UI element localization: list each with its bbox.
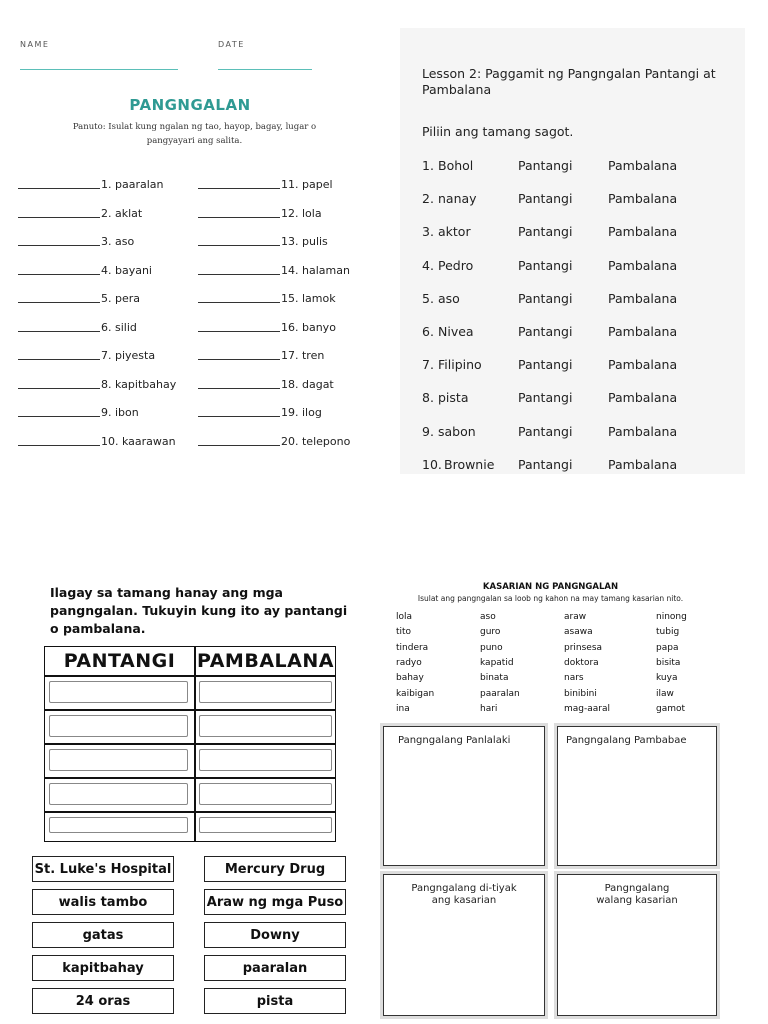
word-bank-item: hari: [480, 703, 498, 714]
item-number: 1.: [422, 158, 434, 173]
list-item: [198, 264, 350, 277]
answer-blank[interactable]: [198, 359, 280, 360]
option-pantangi[interactable]: Pantangi: [518, 390, 573, 406]
word-bank-item: binibini: [564, 688, 597, 699]
worksheet-instruction: [52, 120, 337, 148]
lesson-title: [422, 66, 716, 98]
pantangi-answer-cell[interactable]: [49, 681, 188, 703]
list-item: [18, 292, 140, 305]
option-pambalana[interactable]: Pambalana: [608, 158, 678, 173]
word-card[interactable]: St. Luke's Hospital: [32, 856, 174, 882]
lesson-title-line-1: Lesson 2: Paggamit ng Pangngalan Pantangi at: [422, 66, 716, 81]
sorting-table: [44, 646, 336, 842]
list-item: [198, 207, 322, 220]
option-pantangi[interactable]: Pantangi: [518, 290, 573, 306]
option-pantangi[interactable]: Pantangi: [518, 357, 573, 373]
item-label: 20. telepono: [281, 434, 351, 448]
option-pantangi[interactable]: Pantangi: [518, 224, 573, 240]
word-card[interactable]: paaralan: [204, 955, 346, 981]
item-label: 4. bayani: [101, 263, 152, 277]
walang-kasarian-box[interactable]: [557, 874, 717, 1016]
box-label: Pangngalang di-tiyak ang kasarian: [411, 883, 517, 906]
sorting-instruction-line-1: Ilagay sa tamang hanay ang mga: [50, 585, 283, 600]
item-word: sabon: [438, 423, 476, 439]
pantangi-answer-cell[interactable]: [49, 783, 188, 805]
word-card[interactable]: Araw ng mga Puso: [204, 889, 346, 915]
word-bank-item: doktora: [564, 657, 599, 668]
item-label: 9. ibon: [101, 406, 139, 419]
item-number: 10.: [422, 456, 442, 472]
item-number: 4.: [422, 257, 434, 273]
kasarian-title: KASARIAN NG PANGNGALAN: [482, 582, 619, 592]
item-label: 2. aklat: [101, 206, 143, 220]
item-number: 5.: [422, 290, 434, 306]
word-bank-item: lola: [396, 612, 413, 622]
word-bank-item: puno: [480, 642, 503, 653]
item-word: pista: [438, 390, 469, 406]
option-pambalana[interactable]: Pambalana: [608, 456, 678, 472]
word-card[interactable]: walis tambo: [32, 889, 174, 915]
option-pantangi[interactable]: Pantangi: [518, 191, 573, 207]
item-label: 14. halaman: [281, 263, 350, 277]
word-bank-item: tindera: [396, 642, 429, 653]
word-bank-item: paaralan: [480, 688, 520, 699]
answer-blank[interactable]: [18, 359, 100, 360]
row-divider: [45, 811, 335, 813]
item-label: 8. kapitbahay: [101, 377, 177, 391]
item-label: 3. aso: [101, 235, 135, 248]
item-word: nanay: [438, 191, 477, 207]
word-bank-item: gamot: [656, 703, 686, 714]
word-bank-item: bisita: [656, 657, 681, 668]
item-number: 6.: [422, 324, 434, 339]
word-bank-item: ilaw: [656, 688, 674, 699]
answer-blank[interactable]: [198, 331, 280, 332]
answer-blank[interactable]: [198, 245, 280, 246]
pambalana-header: PAMBALANA: [197, 650, 334, 672]
item-label: 13. pulis: [281, 235, 328, 248]
list-item: [198, 378, 334, 391]
item-label: 17. tren: [281, 349, 325, 362]
item-word: Filipino: [438, 357, 482, 373]
word-bank-item: ninong: [656, 612, 687, 622]
row-divider: [45, 709, 335, 711]
pambabae-box[interactable]: [557, 726, 717, 866]
list-item: [198, 435, 350, 448]
option-pantangi[interactable]: Pantangi: [518, 324, 573, 339]
item-number: 7.: [422, 357, 434, 373]
item-label: 19. ilog: [281, 406, 322, 419]
list-item: [198, 321, 336, 334]
pambalana-answer-cell[interactable]: [199, 817, 332, 833]
word-bank-item: radyo: [396, 657, 422, 668]
list-item: [18, 435, 176, 448]
list-item: [198, 349, 324, 362]
item-label: 11. papel: [281, 178, 333, 191]
lesson-title-line-2: Pambalana: [422, 82, 492, 97]
panlalaki-box[interactable]: [383, 726, 545, 866]
item-word: aso: [438, 290, 460, 306]
item-label: 5. pera: [101, 292, 141, 305]
instruction-line-1: Panuto: Isulat kung ngalan ng tao, hayop, bagay, lugar o: [72, 122, 317, 132]
item-label: 12. lola: [281, 206, 322, 220]
pambalana-answer-cell[interactable]: [199, 715, 332, 737]
word-bank-item: prinsesa: [564, 642, 603, 653]
word-card[interactable]: pista: [204, 988, 346, 1014]
pambalana-answer-cell[interactable]: [199, 749, 332, 771]
word-bank-item: tito: [396, 627, 412, 638]
word-bank-item: asawa: [564, 627, 593, 638]
pambalana-answer-cell[interactable]: [199, 681, 332, 703]
word-card[interactable]: Mercury Drug: [204, 856, 346, 882]
option-pantangi[interactable]: Pantangi: [518, 423, 573, 439]
list-item: [198, 406, 322, 419]
instruction-line-2: pangyayari ang salita.: [146, 136, 243, 146]
answer-blank[interactable]: [198, 274, 280, 275]
sorting-instruction-line-3: o pambalana.: [50, 621, 146, 636]
option-pambalana[interactable]: Pambalana: [608, 390, 678, 406]
worksheet-kasarian: [378, 578, 723, 1020]
list-item: [198, 178, 333, 191]
list-item: [18, 321, 137, 334]
item-word: aktor: [438, 224, 471, 240]
option-pambalana[interactable]: Pambalana: [608, 224, 678, 240]
kasarian-instruction: Isulat ang pangngalan sa loob ng kahon na may tamang kasarian nito.: [417, 594, 684, 603]
worksheet-pangngalan: [0, 0, 384, 480]
name-label: NAME: [20, 40, 50, 49]
list-item: [18, 235, 134, 248]
answer-blank[interactable]: [198, 445, 280, 446]
item-label: 6. silid: [101, 320, 137, 334]
word-card[interactable]: kapitbahay: [32, 955, 174, 981]
date-line[interactable]: [218, 69, 312, 70]
name-line[interactable]: [20, 69, 178, 70]
answer-blank[interactable]: [198, 416, 280, 417]
row-divider: [45, 777, 335, 779]
option-pambalana[interactable]: Pambalana: [608, 191, 678, 207]
word-bank-item: kapatid: [480, 657, 514, 668]
item-number: 9.: [422, 423, 434, 439]
word-bank-item: nars: [564, 673, 584, 684]
row-divider: [45, 675, 335, 677]
answer-blank[interactable]: [198, 302, 280, 303]
box-label: Pangngalang walang kasarian: [596, 883, 678, 906]
pantangi-header: PANTANGI: [63, 650, 176, 672]
item-word: Brownie: [444, 456, 495, 472]
word-bank-item: guro: [480, 627, 501, 638]
list-item: [18, 178, 164, 191]
item-word: Pedro: [438, 257, 474, 273]
box-label: Pangngalang Panlalaki: [398, 735, 511, 746]
answer-blank[interactable]: [18, 274, 100, 275]
answer-blank[interactable]: [18, 445, 100, 446]
answer-blank[interactable]: [18, 416, 100, 417]
option-pambalana[interactable]: Pambalana: [608, 257, 678, 273]
word-bank-item: aso: [480, 612, 496, 622]
option-pambalana[interactable]: Pambalana: [608, 324, 678, 339]
answer-blank[interactable]: [18, 331, 100, 332]
list-item: [18, 349, 155, 362]
pantangi-answer-cell[interactable]: [49, 817, 188, 833]
pantangi-answer-cell[interactable]: [49, 715, 188, 737]
word-bank-item: mag-aaral: [564, 703, 610, 714]
di-tiyak-box[interactable]: [383, 874, 545, 1016]
list-item: [18, 406, 139, 419]
answer-blank[interactable]: [18, 245, 100, 246]
word-bank-item: ina: [396, 703, 410, 714]
sorting-instruction: [50, 584, 350, 638]
answer-blank[interactable]: [198, 388, 280, 389]
item-label: 16. banyo: [281, 320, 336, 334]
word-card[interactable]: 24 oras: [32, 988, 174, 1014]
pantangi-answer-cell[interactable]: [49, 749, 188, 771]
word-bank-item: araw: [564, 612, 587, 622]
item-label: 18. dagat: [281, 377, 334, 391]
answer-blank[interactable]: [198, 188, 280, 189]
word-bank-item: binata: [480, 673, 509, 684]
word-bank-item: tubig: [656, 627, 680, 638]
option-pantangi[interactable]: Pantangi: [518, 456, 573, 472]
item-word: Bohol: [438, 158, 474, 173]
option-pambalana[interactable]: Pambalana: [608, 290, 678, 306]
item-number: 2.: [422, 191, 434, 207]
worksheet-pantangi-pambalana: [400, 28, 745, 474]
answer-blank[interactable]: [18, 188, 100, 189]
item-label: 1. paaralan: [101, 178, 164, 191]
list-item: [18, 264, 152, 277]
word-card[interactable]: Downy: [204, 922, 346, 948]
word-bank-item: kaibigan: [396, 688, 435, 699]
option-pantangi[interactable]: Pantangi: [518, 257, 573, 273]
answer-blank[interactable]: [18, 302, 100, 303]
list-item: [198, 292, 336, 305]
list-item: [18, 378, 176, 391]
option-pambalana[interactable]: Pambalana: [608, 357, 678, 373]
box-label: Pangngalang Pambabae: [566, 735, 687, 746]
list-item: [18, 207, 142, 220]
word-bank-item: papa: [656, 642, 679, 653]
answer-blank[interactable]: [18, 388, 100, 389]
sorting-instruction-line-2: pangngalan. Tukuyin kung ito ay pantangi: [50, 603, 348, 618]
item-word: Nivea: [438, 324, 474, 339]
option-pambalana[interactable]: Pambalana: [608, 423, 678, 439]
item-number: 8.: [422, 390, 434, 406]
date-label: DATE: [218, 40, 245, 49]
item-label: 7. piyesta: [101, 349, 156, 362]
answer-blank[interactable]: [198, 217, 280, 218]
worksheet-sorting: [28, 578, 350, 1024]
item-number: 3.: [422, 224, 434, 240]
worksheet-title: PANGNGALAN: [129, 96, 251, 114]
word-bank-item: bahay: [396, 673, 424, 684]
item-label: 10. kaarawan: [101, 434, 176, 448]
pambalana-answer-cell[interactable]: [199, 783, 332, 805]
choose-instruction: Piliin ang tamang sagot.: [422, 124, 574, 139]
option-pantangi[interactable]: Pantangi: [518, 158, 573, 173]
answer-blank[interactable]: [18, 217, 100, 218]
row-divider: [45, 743, 335, 745]
list-item: [198, 235, 328, 248]
word-bank-item: kuya: [656, 673, 678, 684]
word-card[interactable]: gatas: [32, 922, 174, 948]
item-label: 15. lamok: [281, 292, 336, 305]
